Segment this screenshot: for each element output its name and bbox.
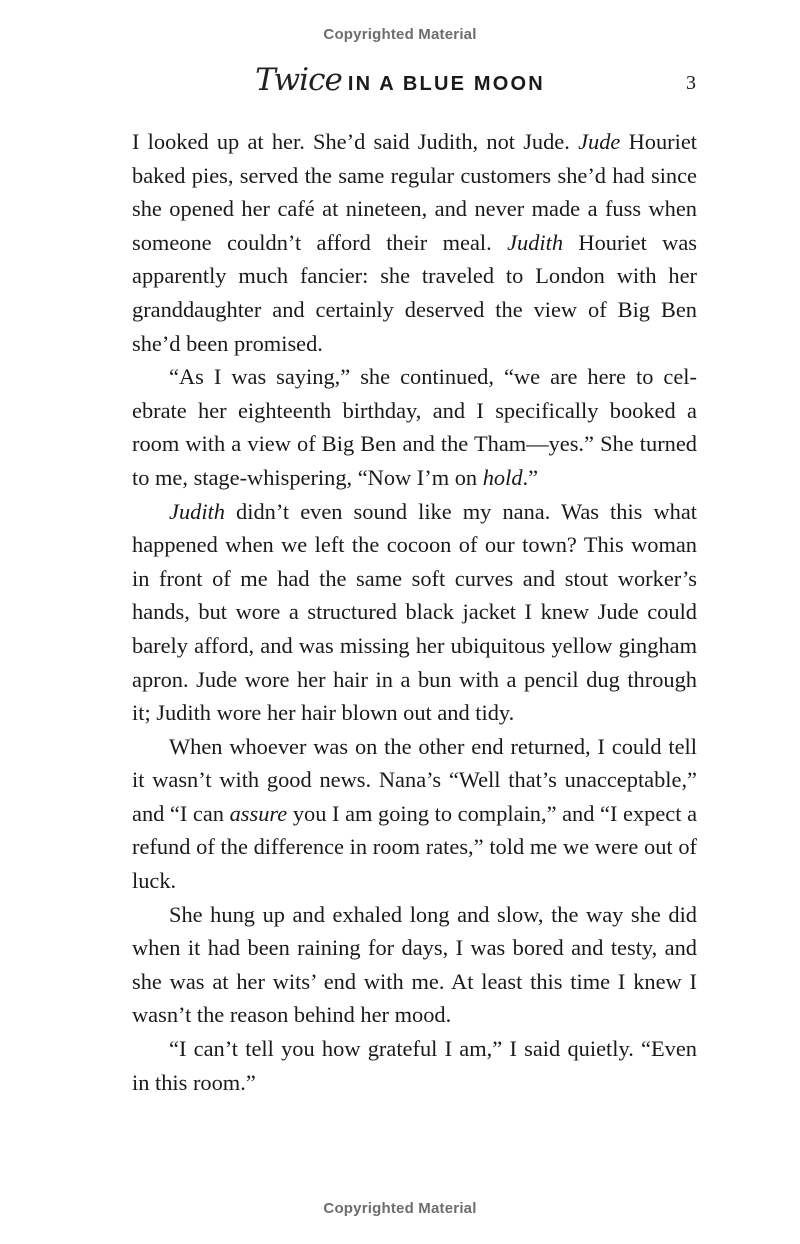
running-header — [0, 62, 800, 102]
copyright-watermark-top: Copyrighted Material — [323, 26, 477, 43]
p1-text-a: I looked up at her. She’d said Judith, not Jude. — [132, 129, 579, 154]
p2-italic-hold: hold — [482, 464, 523, 490]
p1-italic-judith: Judith — [507, 229, 564, 255]
copyright-watermark-bottom: Copyrighted Material — [323, 1200, 477, 1217]
p5-text: She hung up and exhaled long and slow, the way she did when it had been raining for days, I was bored and testy, and she was at her wits’ end with me. At least this time I knew I wasn’t the reason behind her mood. — [132, 901, 697, 1028]
p4-text-b: you I am going to complain,” and “I expect a refund of the difference in room rates,” told me we were out of luck. — [132, 800, 698, 894]
book-title — [0, 62, 800, 98]
paragraph-2 — [132, 360, 697, 494]
paragraph-4 — [132, 730, 697, 898]
p3-italic-judith: Judith — [169, 498, 225, 524]
paragraph-5 — [132, 898, 697, 1032]
p4-text-a: When whoever was on the other end returned, I could tell it wasn’t with good news. Nana’s “Well that’s unacceptable,” and “I can — [132, 733, 697, 826]
book-title-script: Twice — [255, 62, 342, 98]
p4-italic-assure: assure — [229, 800, 288, 826]
body-text — [132, 125, 697, 1099]
p1-text-c: Houriet was apparently much fancier: she traveled to London with her granddaughter and certainly deserved the view of Big Ben she’d been promised. — [132, 229, 697, 356]
p1-italic-jude: Jude — [578, 129, 621, 154]
p2-text-a: “As I was saying,” she continued, “we are here to celebrate her eighteenth birthday, and I specifically booked a room with a view of Big Ben and the Tham—yes.” She turned to me, stage-whispering, “Now I’m on — [132, 364, 697, 490]
paragraph-1 — [132, 125, 697, 360]
book-title-caps: IN A BLUE MOON — [347, 73, 545, 95]
paragraph-3 — [132, 495, 697, 730]
p1-text-b: Houriet baked pies, served the same regular customers she’d had since she opened her café at nineteen, and never made a fuss when someone couldn’t afford their meal. — [132, 129, 697, 255]
p3-text-a: didn’t even sound like my nana. Was this what happened when we left the cocoon of our town? This woman in front of me had the same soft curves and stout worker’s hands, but wore a structured black jacket I knew Jude could barely afford, and was missing her ubiquitous yellow gingham apron. Jude wore her hair in a bun with a pencil dug through it; Judith wore her hair blown out and tidy. — [132, 498, 697, 726]
p2-text-b: .” — [522, 464, 539, 490]
p6-text: “I can’t tell you how grateful I am,” I said quietly. “Even in this room.” — [132, 1036, 697, 1095]
paragraph-6 — [132, 1032, 697, 1099]
page-number: 3 — [686, 72, 696, 94]
